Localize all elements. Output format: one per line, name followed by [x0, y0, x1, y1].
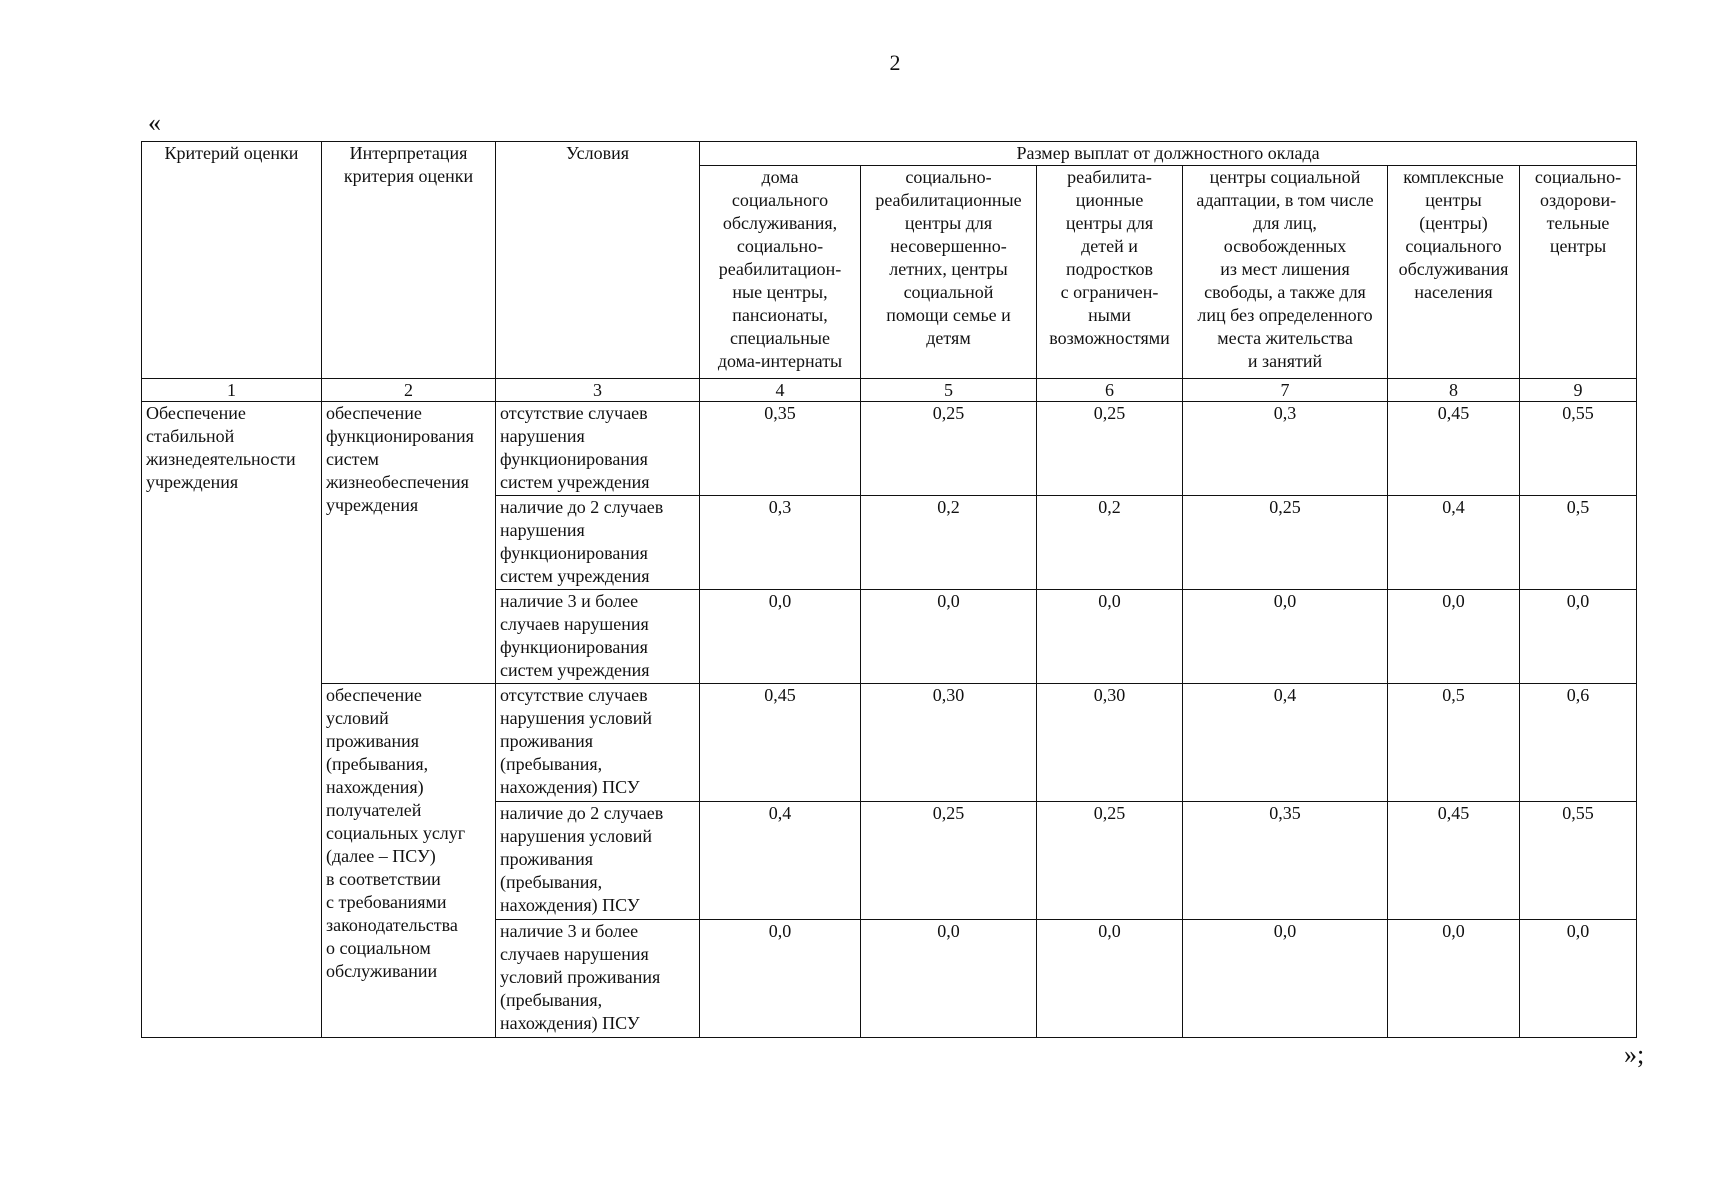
- criterion-cell: Обеспечение стабильной жизнедеятельности учреждения: [142, 402, 322, 1038]
- closing-quote-mark: »;: [1624, 1040, 1645, 1069]
- header-institution-type: реабилита- ционные центры для детей и подростков с ограничен- ными возможностями: [1037, 166, 1183, 379]
- value-cell: 0,35: [700, 402, 861, 496]
- column-number: 9: [1520, 379, 1637, 402]
- value-cell: 0,0: [1388, 590, 1520, 684]
- value-cell: 0,0: [1183, 590, 1388, 684]
- value-cell: 0,55: [1520, 802, 1637, 920]
- value-cell: 0,0: [1520, 920, 1637, 1038]
- column-number: 7: [1183, 379, 1388, 402]
- value-cell: 0,0: [861, 920, 1037, 1038]
- value-cell: 0,0: [1388, 920, 1520, 1038]
- value-cell: 0,2: [1037, 496, 1183, 590]
- header-criterion: Критерий оценки: [142, 142, 322, 379]
- page-number: 2: [889, 50, 901, 75]
- header-interpretation: Интерпретация критерия оценки: [322, 142, 496, 379]
- column-number: 6: [1037, 379, 1183, 402]
- value-cell: 0,4: [700, 802, 861, 920]
- value-cell: 0,25: [861, 802, 1037, 920]
- header-payment-size: Размер выплат от должностного оклада: [700, 142, 1637, 166]
- value-cell: 0,6: [1520, 684, 1637, 802]
- header-row-top: [142, 142, 1637, 166]
- value-cell: 0,30: [861, 684, 1037, 802]
- value-cell: 0,0: [1520, 590, 1637, 684]
- value-cell: 0,4: [1183, 684, 1388, 802]
- table-row: [142, 684, 1637, 802]
- value-cell: 0,2: [861, 496, 1037, 590]
- table-row: [142, 402, 1637, 496]
- value-cell: 0,0: [1037, 920, 1183, 1038]
- value-cell: 0,55: [1520, 402, 1637, 496]
- condition-cell: наличие до 2 случаев нарушения функционирования систем учреждения: [496, 496, 700, 590]
- header-institution-type: дома социального обслуживания, социально- реабилитацион- ные центры, пансионаты, специальные дома-интернаты: [700, 166, 861, 379]
- header-institution-type: социально- реабилитационные центры для несовершенно- летних, центры социальной помощи семье и детям: [861, 166, 1037, 379]
- value-cell: 0,25: [1037, 402, 1183, 496]
- header-institution-type: социально- оздорови- тельные центры: [1520, 166, 1637, 379]
- payment-criteria-table: [141, 141, 1637, 1038]
- header-conditions: Условия: [496, 142, 700, 379]
- column-number: 4: [700, 379, 861, 402]
- condition-cell: отсутствие случаев нарушения условий проживания (пребывания, нахождения) ПСУ: [496, 684, 700, 802]
- condition-cell: наличие 3 и более случаев нарушения функционирования систем учреждения: [496, 590, 700, 684]
- condition-cell: отсутствие случаев нарушения функционирования систем учреждения: [496, 402, 700, 496]
- value-cell: 0,45: [700, 684, 861, 802]
- interpretation-cell: обеспечение функционирования систем жизнеобеспечения учреждения: [322, 402, 496, 684]
- column-number: 3: [496, 379, 700, 402]
- value-cell: 0,45: [1388, 402, 1520, 496]
- interpretation-cell: обеспечение условий проживания (пребывания, нахождения) получателей социальных услуг (далее – ПСУ) в соответствии с требованиями законодательства о социальном обслуживании: [322, 684, 496, 1038]
- column-number: 8: [1388, 379, 1520, 402]
- value-cell: 0,3: [700, 496, 861, 590]
- header-institution-type: комплексные центры (центры) социального обслуживания населения: [1388, 166, 1520, 379]
- opening-quote-mark: «: [148, 108, 161, 137]
- condition-cell: наличие до 2 случаев нарушения условий проживания (пребывания, нахождения) ПСУ: [496, 802, 700, 920]
- value-cell: 0,0: [1183, 920, 1388, 1038]
- value-cell: 0,35: [1183, 802, 1388, 920]
- column-number-row: [142, 379, 1637, 402]
- column-number: 2: [322, 379, 496, 402]
- header-institution-type: центры социальной адаптации, в том числе для лиц, освобожденных из мест лишения свободы, а также для лиц без определенного места жительства и занятий: [1183, 166, 1388, 379]
- value-cell: 0,3: [1183, 402, 1388, 496]
- value-cell: 0,0: [861, 590, 1037, 684]
- value-cell: 0,30: [1037, 684, 1183, 802]
- value-cell: 0,25: [861, 402, 1037, 496]
- value-cell: 0,5: [1520, 496, 1637, 590]
- condition-cell: наличие 3 и более случаев нарушения условий проживания (пребывания, нахождения) ПСУ: [496, 920, 700, 1038]
- column-number: 5: [861, 379, 1037, 402]
- value-cell: 0,0: [700, 590, 861, 684]
- column-number: 1: [142, 379, 322, 402]
- value-cell: 0,5: [1388, 684, 1520, 802]
- value-cell: 0,4: [1388, 496, 1520, 590]
- value-cell: 0,0: [1037, 590, 1183, 684]
- value-cell: 0,25: [1183, 496, 1388, 590]
- value-cell: 0,45: [1388, 802, 1520, 920]
- value-cell: 0,0: [700, 920, 861, 1038]
- value-cell: 0,25: [1037, 802, 1183, 920]
